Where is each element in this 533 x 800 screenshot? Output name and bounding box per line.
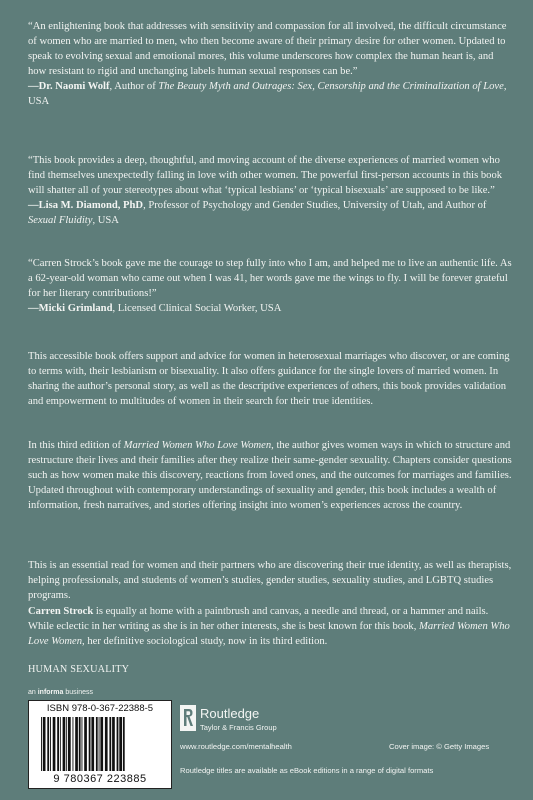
endorsement-text: “Carren Strock’s book gave me the courage to step fully into who I am, and helped me to live an authentic life. As a 62-year-old woman who came out when I was 41, her words gave me the wings to fly. I will be forever grateful for her literary contributions!”: [28, 258, 512, 299]
barcode-bar: [50, 717, 51, 771]
barcode-bar: [47, 717, 49, 771]
ebook-note: Routledge titles are available as eBook editions in a range of digital formats: [180, 766, 434, 775]
barcode-bar: [119, 717, 122, 771]
barcode-bar: [117, 717, 119, 771]
endorsement-wolf: [28, 20, 512, 109]
endorsement-diamond: [28, 154, 512, 229]
barcode-bar: [41, 717, 42, 771]
publisher-name: Routledge: [200, 706, 260, 721]
endorsement-attribution: —Lisa M. Diamond, PhD, Professor of Psychology and Gender Studies, University of Utah, and Author of Sexual Fluidity, USA: [28, 199, 487, 226]
barcode-bar: [112, 717, 115, 771]
barcode-bar: [99, 717, 100, 771]
barcode-bar: [68, 717, 71, 771]
description-paragraph-3: This is an essential read for women and their partners who are discovering their true identity, as well as therapists, helping professionals, and students of women’s studies, gender studies, sexuality studies, and LGBTQ studies programs.: [28, 560, 512, 601]
cover-image-credit: Cover image: © Getty Images: [389, 742, 490, 751]
barcode-bar: [66, 717, 67, 771]
endorsement-attribution: —Micki Grimland, Licensed Clinical Social Worker, USA: [28, 302, 282, 314]
subject-category: HUMAN SEXUALITY: [28, 664, 130, 675]
endorsement-grimland: [28, 257, 512, 317]
description-paragraph-1: This accessible book offers support and advice for women in heterosexual marriages who discover, or are coming to terms with, their lesbianism or bisexuality. It also offers guidance for the single lovers of married women. In sharing the author’s personal story, as well as the descriptive experiences of others, this book provides validation and empowerment to multitudes of women in their search for their true identities.: [28, 351, 510, 407]
barcode-bar: [79, 717, 81, 771]
barcode-bar: [91, 717, 94, 771]
informa-tagline: an informa business: [28, 689, 93, 696]
barcode-bars: [39, 717, 161, 773]
barcode-bar: [60, 717, 61, 771]
endorsement-text: “This book provides a deep, thoughtful, and moving account of the diverse experiences of married women who find themselves unexpectedly falling in love with other women. The powerful first-person accounts in this book will shatter all of your stereotypes about what ‘typical lesbians’ or ‘typical bisexuals’ are supposed to be like.”: [28, 155, 503, 196]
barcode-bar: [96, 717, 98, 771]
isbn-barcode: [28, 700, 172, 789]
barcode-number: 9 780367 223885: [53, 773, 147, 785]
barcode-bar: [53, 717, 56, 771]
barcode-bar: [89, 717, 91, 771]
barcode-bar: [84, 717, 87, 771]
barcode-bar: [57, 717, 59, 771]
barcode-bar: [43, 717, 46, 771]
barcode-bar: [105, 717, 108, 771]
barcode-bar: [73, 717, 74, 771]
barcode-bar: [82, 717, 83, 771]
routledge-logo-icon: [180, 705, 196, 731]
barcode-bar: [75, 717, 78, 771]
endorsement-text: “An enlightening book that addresses with sensitivity and compassion for all involved, the difficult circumstance of women who are married to men, who then become aware of their primary desire for other women. Updated to speak to evolving sexual and emotional mores, this volume underscores how complex the human heart is, and how resistant to rigid and unchanging labels human sexual responses can be.”: [28, 21, 507, 77]
isbn-text: ISBN 978-0-367-22388-5: [46, 703, 154, 714]
endorsement-attribution: —Dr. Naomi Wolf, Author of The Beauty Myth and Outrages: Sex, Censorship and the Criminalization of Love, USA: [28, 80, 507, 107]
description-paragraph-2: In this third edition of Married Women Who Love Women, the author gives women ways in which to structure and restructure their lives and their families after they realize their same-gender sexuality. Chapters consider questions such as how women make this discovery, reactions from loved ones, and the outcomes for marriages and families. Updated throughout with contemporary understandings of sexuality and gender, this book includes a wealth of information, fresh narratives, and stories offering insight into women’s experiences across the country.: [28, 440, 512, 511]
author-bio: Carren Strock is equally at home with a paintbrush and canvas, a needle and thread, or a hammer and nails. While eclectic in her writing as she is in her other interests, she is best known for this book, Married Women Who Love Women, her definitive sociological study, now in its third edition.: [28, 606, 510, 647]
barcode-bar: [109, 717, 111, 771]
publisher-url[interactable]: www.routledge.com/mentalhealth: [180, 742, 292, 751]
barcode-bar: [100, 717, 103, 771]
publisher-group: Taylor & Francis Group: [200, 723, 277, 732]
barcode-bar: [123, 717, 125, 771]
barcode-bar: [63, 717, 66, 771]
